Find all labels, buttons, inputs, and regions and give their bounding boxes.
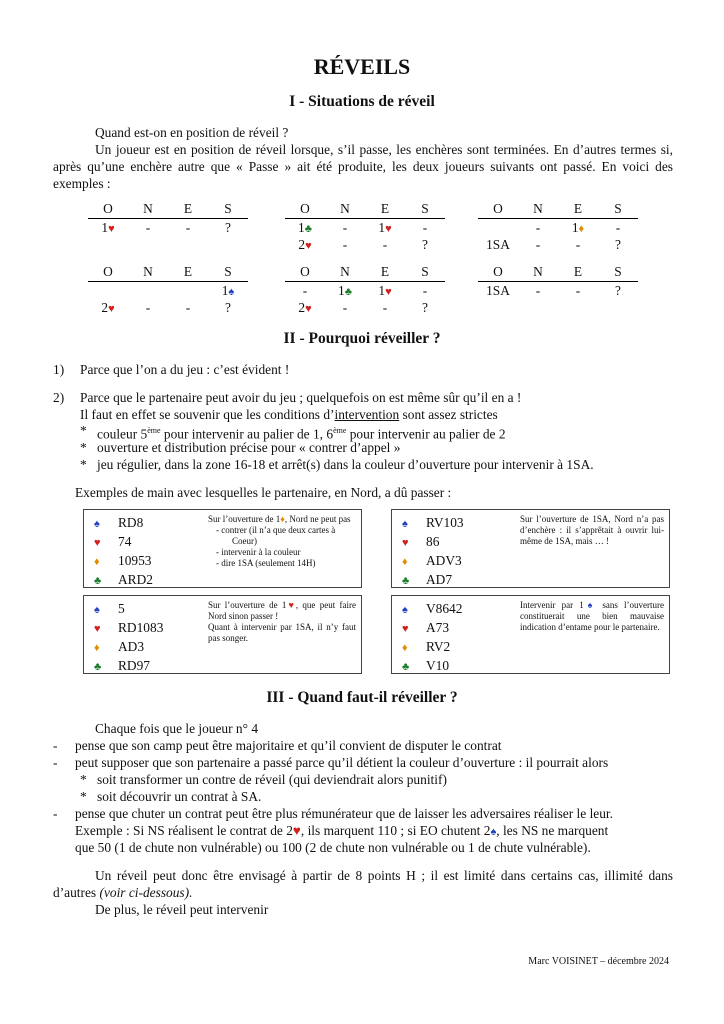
bidding-table-2: O N E S 1♣ - 1♥ - 2♥ - - ?	[285, 201, 445, 253]
bullet-2: ouverture et distribution précise pour « contrer d’appel »	[97, 440, 401, 455]
col-o: O	[88, 201, 128, 219]
conclusion: Un réveil peut donc être envisagé à partir de 8 points H ; il est limité dans certains cas, illimité dans d’autres (voir ci-dessous).	[53, 868, 673, 900]
page-title: RÉVEILS	[313, 54, 411, 79]
spade-icon: ♠	[228, 285, 235, 298]
diamond-icon: ♦	[280, 514, 285, 524]
club-icon: ♣	[402, 661, 410, 673]
heart-icon: ♥	[108, 302, 115, 315]
heart-icon: ♥	[286, 600, 296, 610]
hand-box-4	[391, 595, 670, 674]
examples-intro: Exemples de main avec lesquelles le partenaire, en Nord, a dû passer :	[75, 485, 452, 500]
bullet-star: *	[80, 423, 87, 438]
heart-icon: ♥	[94, 537, 101, 549]
spade-icon: ♠	[402, 518, 408, 530]
hand-1-note: Sur l’ouverture de 1♦, Nord ne peut pas - contrer (il n’a que deux cartes à Coeur) - intervenir à la couleur - dire 1SA (seulement 14H)	[208, 514, 351, 568]
item-1-number: 1)	[53, 362, 65, 377]
hand-2-note: Sur l’ouverture de 1SA, Nord n’a pas d’enchère : il s’apprêtait à ouvrir lui-même de 1SA, mais … !	[520, 514, 664, 546]
hand-3-note: Sur l’ouverture de 1♥, que peut faire Nord sinon passer ! Quant à intervenir par 1SA, il n’y faut pas songer.	[208, 600, 356, 643]
example-line-1: Exemple : Si NS réalisent le contrat de 2♥, ils marquent 110 ; si EO chutent 2♠, les NS ne marquent	[75, 823, 609, 838]
example-line-2: que 50 (1 de chute non vulnérable) ou 100 (2 de chute non vulnérable ou 1 de chute vulnérable).	[75, 840, 591, 855]
club-icon: ♣	[304, 222, 312, 235]
bidding-table-3: O N E S - 1♦ - 1SA - - ?	[478, 201, 638, 253]
section-1-question: Quand est-on en position de réveil ?	[95, 125, 289, 140]
section-2-heading: II - Pourquoi réveiller ?	[283, 330, 441, 347]
spade-icon: ♠	[490, 826, 497, 838]
col-e: E	[168, 201, 208, 219]
bullet-3: jeu régulier, dans la zone 16-18 et arrêt(s) dans la couleur d’ouverture pour intervenir à 1SA.	[97, 457, 594, 472]
bidding-table-1: O N E S 1♥ - - ?	[88, 201, 248, 236]
heart-icon: ♥	[305, 302, 312, 315]
bidding-table-5: O N E S - 1♣ 1♥ - 2♥ - - ?	[285, 264, 445, 316]
diamond-icon: ♦	[578, 222, 585, 235]
spade-icon: ♠	[94, 604, 100, 616]
item-2-line-2: Il faut en effet se souvenir que les conditions d’intervention sont assez strictes	[80, 407, 498, 422]
club-icon: ♣	[94, 661, 102, 673]
spade-icon: ♠	[402, 604, 408, 616]
heart-icon: ♥	[108, 222, 115, 235]
dash-item-1: pense que son camp peut être majoritaire et qu’il convient de disputer le contrat	[75, 738, 502, 753]
dash-item-3: pense que chuter un contrat peut être plus rémunérateur que de laisser les adversaires réaliser le leur.	[75, 806, 613, 821]
club-icon: ♣	[344, 285, 352, 298]
section-1-paragraph: Un joueur est en position de réveil lorsque, s’il passe, les enchères sont terminées. En d’autres termes si, après qu’une enchère autre que « Passe » ait été produite, les deux joueurs suivants ont passé. En voici des exemples :	[53, 142, 673, 191]
bidding-table-6: O N E S 1SA - - ?	[478, 264, 638, 299]
club-icon: ♣	[94, 575, 102, 587]
bullet-1: couleur 5ème pour intervenir au palier de 1, 6ème pour intervenir au palier de 2	[97, 426, 506, 442]
diamond-icon: ♦	[94, 556, 100, 568]
item-2-text: Parce que le partenaire peut avoir du jeu ; quelquefois on est même sûr qu’il en a !	[80, 390, 522, 405]
hand-box-1	[83, 509, 362, 588]
sub-item-2: soit découvrir un contrat à SA.	[97, 789, 262, 804]
last-line: De plus, le réveil peut intervenir	[95, 902, 269, 917]
heart-icon: ♥	[385, 285, 392, 298]
hand-4-note: Intervenir par 1♠ sans l’ouverture constituerait une bien mauvaise indication d’entame pour le partenaire.	[520, 600, 664, 632]
heart-icon: ♥	[385, 222, 392, 235]
heart-icon: ♥	[292, 823, 301, 838]
item-1-text: Parce que l’on a du jeu : c’est évident !	[80, 362, 290, 377]
diamond-icon: ♦	[402, 556, 408, 568]
item-2-number: 2)	[53, 390, 65, 405]
club-icon: ♣	[402, 575, 410, 587]
hand-box-3	[83, 595, 362, 674]
heart-icon: ♥	[94, 623, 101, 635]
dash-item-2: peut supposer que son partenaire a passé parce qu’il détient la couleur d’ouverture : il pourrait alors	[75, 755, 609, 770]
col-n: N	[128, 201, 168, 219]
heart-icon: ♥	[402, 537, 409, 549]
hand-box-2	[391, 509, 670, 588]
sub-item-1: soit transformer un contre de réveil (qui deviendrait alors punitif)	[97, 772, 447, 787]
footer: Marc VOISINET – décembre 2024	[528, 956, 669, 967]
section-3-intro: Chaque fois que le joueur n° 4	[95, 721, 259, 736]
heart-icon: ♥	[305, 239, 312, 252]
bidding-table-4: O N E S 1♠ 2♥ - - ?	[88, 264, 248, 316]
section-1-heading: I - Situations de réveil	[289, 93, 435, 110]
spade-icon: ♠	[583, 600, 597, 610]
hand-1: ♠ RD8 ♥ 74 ♦ 10953 ♣ ARD2	[94, 513, 153, 589]
section-3-heading: III - Quand faut-il réveiller ?	[266, 689, 458, 706]
heart-icon: ♥	[402, 623, 409, 635]
col-s: S	[208, 201, 248, 219]
spade-icon: ♠	[94, 518, 100, 530]
diamond-icon: ♦	[402, 642, 408, 654]
hand-2: ♠ RV103 ♥ 86 ♦ ADV3 ♣ AD7	[402, 513, 464, 589]
hand-4: ♠ V8642 ♥ A73 ♦ RV2 ♣ V10	[402, 599, 462, 675]
hand-3: ♠ 5 ♥ RD1083 ♦ AD3 ♣ RD97	[94, 599, 163, 675]
diamond-icon: ♦	[94, 642, 100, 654]
